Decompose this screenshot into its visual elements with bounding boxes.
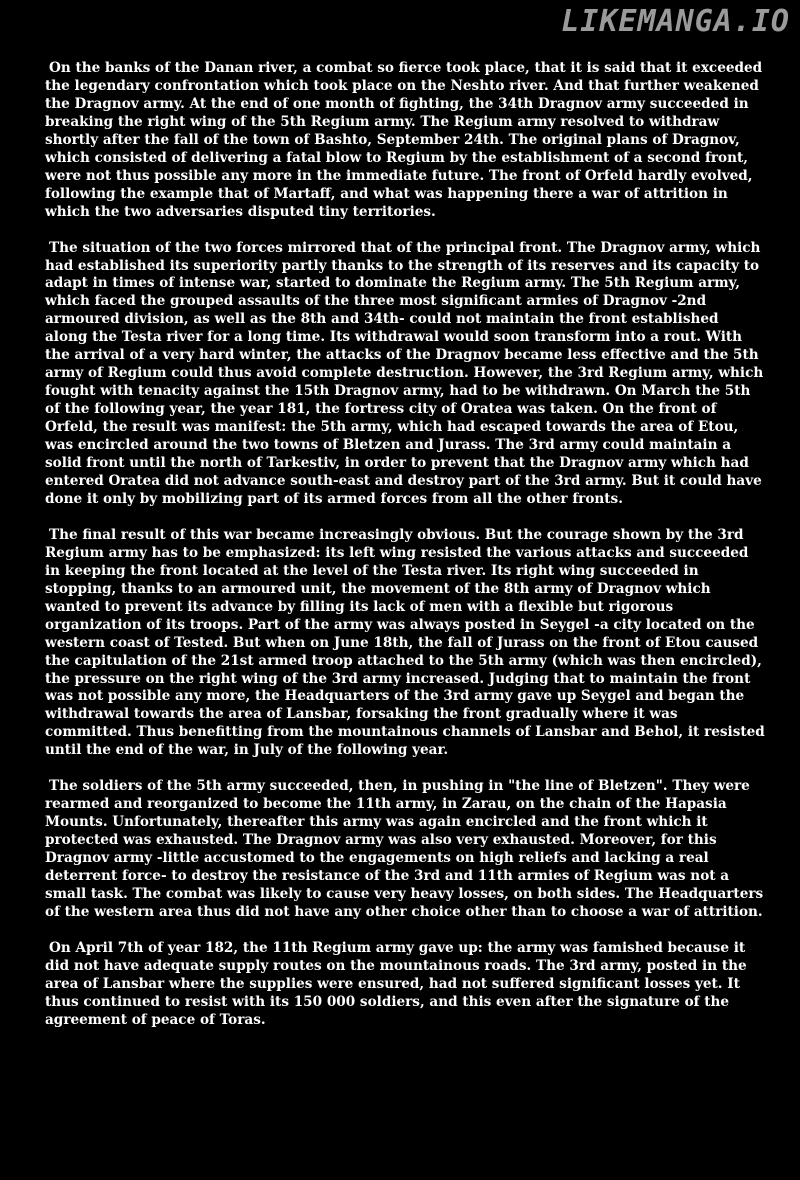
paragraph-1: On the banks of the Danan river, a combat so fierce took place, that it is said that it exceeded the legendary confrontation which took place on the Neshto river. And that further weakened the Dragnov army. At the end of one month of fighting, the 34th Dragnov army succeeded in breaking the right wing of the 5th Regium army. The Regium army resolved to withdraw shortly after the fall of the town of Bashto, September 24th. The original plans of Dragnov, which consisted of delivering a fatal blow to Regium by the establishment of a second front, were not thus possible any more in the immediate future. The front of Orfeld hardly evolved, following the example that of Martaff, and what was happening there a war of attrition in which the two adversaries disputed tiny territories. <box>45 60 763 220</box>
paragraph-3: The final result of this war became increasingly obvious. But the courage shown by the 3rd Regium army has to be emphasized: its left wing resisted the various attacks and succeeded in keeping the front located at the level of the Testa river. Its right wing succeeded in stopping, thanks to an armoured unit, the movement of the 8th army of Dragnov which wanted to prevent its advance by filling its lack of men with a flexible but rigorous organization of its troops. Part of the army was always posted in Seygel -a city located on the western coast of Tested. But when on June 18th, the fall of Jurass on the front of Etou caused the capitulation of the 21st armed troop attached to the 5th army (which was then encircled), the pressure on the right wing of the 3rd army increased. Judging that to maintain the front was not possible any more, the Headquarters of the 3rd army gave up Seygel and began the withdrawal towards the area of Lansbar, forsaking the front gradually where it was committed. Thus benefitting from the mountainous channels of Lansbar and Behol, it resisted until the end of the war, in July of the following year. <box>45 526 765 759</box>
site-watermark: LIKEMANGA.IO <box>561 4 790 39</box>
paragraph-5: On April 7th of year 182, the 11th Regium army gave up: the army was famished because it did not have adequate supply routes on the mountainous roads. The 3rd army, posted in the area of Lansbar where the supplies were ensured, had not suffered significant losses yet. It thus continued to resist with its 150 000 soldiers, and this even after the signature of the agreement of peace of Toras. <box>45 939 747 1028</box>
text-block <box>45 60 765 1048</box>
paragraph-4: The soldiers of the 5th army succeeded, then, in pushing in "the line of Bletzen". They were rearmed and reorganized to become the 11th army, in Zarau, on the chain of the Hapasia Mounts. Unfortunately, thereafter this army was again encircled and the front which it protected was exhausted. The Dragnov army was also very exhausted. Moreover, for this Dragnov army -little accustomed to the engagements on high reliefs and lacking a real deterrent force- to destroy the resistance of the 3rd and 11th armies of Regium was not a small task. The combat was likely to cause very heavy losses, on both sides. The Headquarters of the western area thus did not have any other choice other than to choose a war of attrition. <box>45 778 764 920</box>
paragraph-2: The situation of the two forces mirrored that of the principal front. The Dragnov army, which had established its superiority partly thanks to the strength of its reserves and its capacity to adapt in times of intense war, started to dominate the Regium army. The 5th Regium army, which faced the grouped assaults of the three most significant armies of Dragnov -2nd armoured division, as well as the 8th and 34th- could not maintain the front established along the Testa river for a long time. Its withdrawal would soon transform into a rout. With the arrival of a very hard winter, the attacks of the Dragnov became less effective and the 5th army of Regium could thus avoid complete destruction. However, the 3rd Regium army, which fought with tenacity against the 15th Dragnov army, had to be withdrawn. On March the 5th of the following year, the year 181, the fortress city of Oratea was taken. On the front of Orfeld, the result was manifest: the 5th army, which had escaped towards the area of Etou, was encircled around the two towns of Bletzen and Jurass. The 3rd army could maintain a solid front until the north of Tarkestiv, in order to prevent that the Dragnov army which had entered Oratea did not advance south-east and destroy part of the 3rd army. But it could have done it only by mobilizing part of its armed forces from all the other fronts. <box>45 239 764 507</box>
